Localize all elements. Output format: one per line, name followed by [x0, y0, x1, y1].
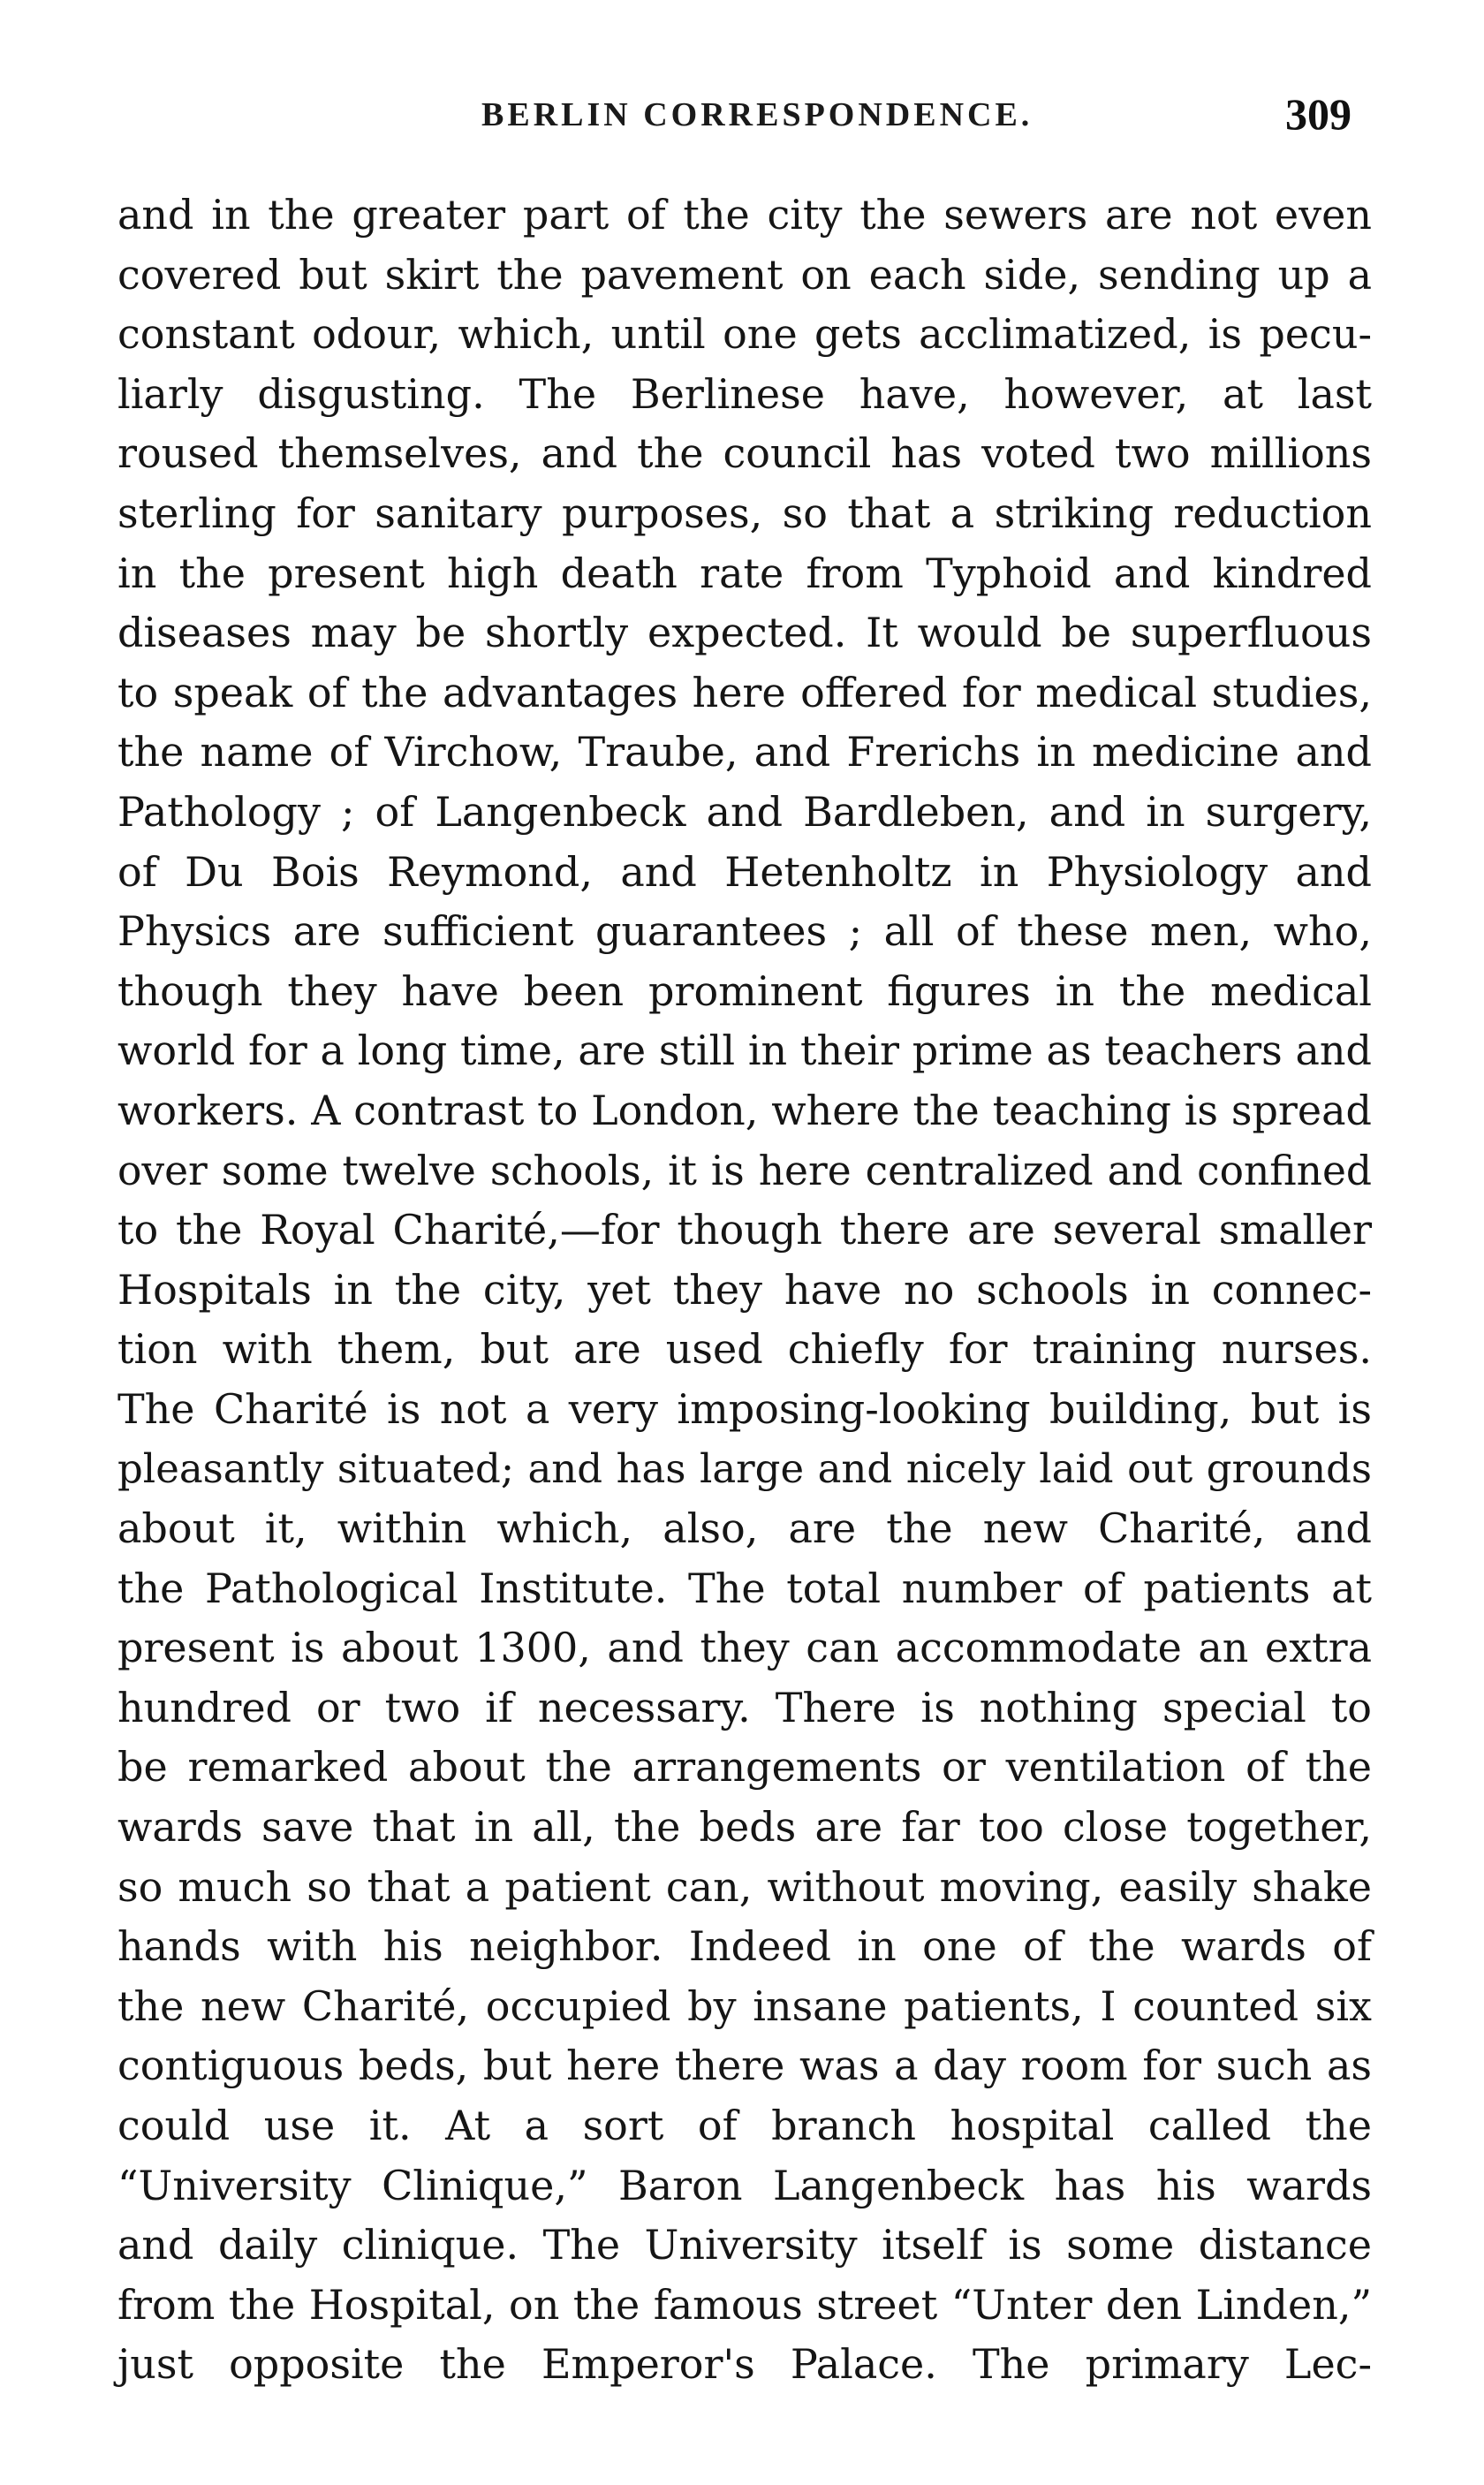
- text-line: liarly disgusting. The Berlinese have, however, at last: [117, 369, 1372, 418]
- text-line: though they have been prominent figures in the medical: [117, 966, 1372, 1015]
- text-line: from the Hospital, on the famous street “Unter den Linden,”: [117, 2280, 1372, 2329]
- text-line: present is about 1300, and they can accommodate an extra: [117, 1624, 1372, 1672]
- text-line: hands with his neighbor. Indeed in one of the wards of: [117, 1922, 1372, 1971]
- text-line: be remarked about the arrangements or ventilation of the: [117, 1743, 1372, 1792]
- text-line: Pathology ; of Langenbeck and Bardleben, and in surgery,: [117, 787, 1372, 836]
- running-title: BERLIN CORRESPONDENCE.: [481, 96, 1034, 133]
- text-line: contiguous beds, but here there was a day room for such as: [117, 2042, 1372, 2090]
- text-line: constant odour, which, until one gets acclimatized, is pecu-: [117, 310, 1372, 359]
- text-line: just opposite the Emperor's Palace. The primary Lec-: [117, 2340, 1372, 2389]
- text-line: workers. A contrast to London, where the teaching is spread: [117, 1086, 1372, 1134]
- text-line: to the Royal Charité,—for though there are several smaller: [117, 1206, 1372, 1254]
- text-line: hundred or two if necessary. There is nothing special to: [117, 1683, 1372, 1731]
- page-number: 309: [1285, 89, 1352, 139]
- text-line: to speak of the advantages here offered for medical studies,: [117, 668, 1372, 716]
- text-line: pleasantly situated; and has large and nicely laid out grounds: [117, 1445, 1372, 1493]
- text-line: the new Charité, occupied by insane patients, I counted six: [117, 1981, 1372, 2030]
- text-line: tion with them, but are used chiefly for training nurses.: [117, 1325, 1372, 1374]
- text-line: diseases may be shortly expected. It would be superfluous: [117, 609, 1372, 657]
- text-line: over some twelve schools, it is here centralized and confined: [117, 1147, 1372, 1194]
- text-line: world for a long time, are still in their prime as teachers and: [117, 1027, 1372, 1075]
- text-line: of Du Bois Reymond, and Hetenholtz in Physiology and: [117, 847, 1372, 896]
- text-line: so much so that a patient can, without moving, easily shake: [117, 1862, 1372, 1911]
- text-line: The Charité is not a very imposing-looking building, but is: [117, 1384, 1372, 1433]
- text-line: covered but skirt the pavement on each side, sending up a: [117, 250, 1372, 299]
- text-line: roused themselves, and the council has voted two millions: [117, 429, 1372, 478]
- text-line: and in the greater part of the city the sewers are not even: [117, 191, 1372, 239]
- text-line: could use it. At a sort of branch hospital called the: [117, 2102, 1372, 2149]
- text-line: the name of Virchow, Traube, and Frerichs in medicine and: [117, 728, 1372, 777]
- text-line: about it, within which, also, are the new Charité, and: [117, 1504, 1372, 1553]
- text-line: the Pathological Institute. The total number of patients at: [117, 1564, 1372, 1612]
- text-line: “University Clinique,” Baron Langenbeck has his wards: [117, 2161, 1372, 2209]
- text-line: and daily clinique. The University itself is some distance: [117, 2221, 1372, 2269]
- text-line: sterling for sanitary purposes, so that a striking reduction: [117, 489, 1372, 537]
- text-line: in the present high death rate from Typhoid and kindred: [117, 549, 1372, 597]
- text-line: Hospitals in the city, yet they have no schools in connec-: [117, 1265, 1372, 1314]
- text-line: wards save that in all, the beds are far too close together,: [117, 1803, 1372, 1852]
- body-paragraph: [117, 186, 1372, 2395]
- text-line: Physics are sufficient guarantees ; all of these men, who,: [117, 907, 1372, 956]
